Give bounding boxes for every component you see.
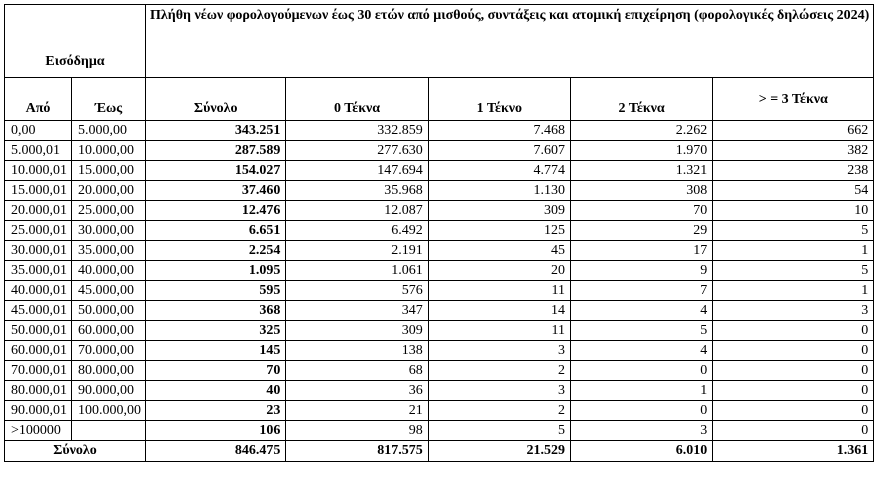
income-to: 45.000,00 xyxy=(72,281,146,301)
income-from: 15.000,01 xyxy=(5,181,72,201)
income-to: 30.000,00 xyxy=(72,221,146,241)
income-to: 80.000,00 xyxy=(72,361,146,381)
totals-row xyxy=(5,441,874,462)
count-1-child: 14 xyxy=(428,301,570,321)
income-from: 20.000,01 xyxy=(5,201,72,221)
income-from: >100000 xyxy=(5,421,72,441)
income-to: 100.000,00 xyxy=(72,401,146,421)
income-from: 50.000,01 xyxy=(5,321,72,341)
count-3plus-children: 0 xyxy=(713,381,874,401)
income-to: 20.000,00 xyxy=(72,181,146,201)
count-3plus-children: 0 xyxy=(713,401,874,421)
income-to: 35.000,00 xyxy=(72,241,146,261)
count-3plus-children: 5 xyxy=(713,221,874,241)
count-3plus-children: 382 xyxy=(713,141,874,161)
count-0-children: 138 xyxy=(286,341,428,361)
count-1-child: 5 xyxy=(428,421,570,441)
table-row xyxy=(5,141,874,161)
count-2-children: 70 xyxy=(570,201,712,221)
row-total: 2.254 xyxy=(146,241,286,261)
income-to: 90.000,00 xyxy=(72,381,146,401)
income-table-container xyxy=(4,4,874,462)
table-row xyxy=(5,241,874,261)
row-total: 154.027 xyxy=(146,161,286,181)
count-2-children: 1.321 xyxy=(570,161,712,181)
row-total: 343.251 xyxy=(146,121,286,141)
count-1-child: 45 xyxy=(428,241,570,261)
table-title: Πλήθη νέων φορολογούμενων έως 30 ετών από μισθούς, συντάξεις και ατομική επιχείρηση (φορολογικές δηλώσεις 2024) xyxy=(146,5,874,78)
row-total: 595 xyxy=(146,281,286,301)
count-2-children: 0 xyxy=(570,361,712,381)
totals-0-children: 817.575 xyxy=(286,441,428,462)
table-row xyxy=(5,161,874,181)
count-0-children: 12.087 xyxy=(286,201,428,221)
count-3plus-children: 10 xyxy=(713,201,874,221)
count-0-children: 68 xyxy=(286,361,428,381)
count-3plus-children: 0 xyxy=(713,321,874,341)
totals-total: 846.475 xyxy=(146,441,286,462)
income-to: 25.000,00 xyxy=(72,201,146,221)
row-total: 287.589 xyxy=(146,141,286,161)
count-1-child: 2 xyxy=(428,361,570,381)
income-to: 60.000,00 xyxy=(72,321,146,341)
count-0-children: 277.630 xyxy=(286,141,428,161)
row-total: 145 xyxy=(146,341,286,361)
count-0-children: 35.968 xyxy=(286,181,428,201)
column-header-1-child: 1 Τέκνο xyxy=(428,78,570,121)
row-total: 368 xyxy=(146,301,286,321)
count-2-children: 5 xyxy=(570,321,712,341)
row-total: 6.651 xyxy=(146,221,286,241)
count-3plus-children: 1 xyxy=(713,241,874,261)
count-1-child: 20 xyxy=(428,261,570,281)
table-row xyxy=(5,421,874,441)
count-3plus-children: 1 xyxy=(713,281,874,301)
column-header-2-children: 2 Τέκνα xyxy=(570,78,712,121)
income-from: 90.000,01 xyxy=(5,401,72,421)
count-1-child: 3 xyxy=(428,381,570,401)
count-3plus-children: 0 xyxy=(713,361,874,381)
table-row xyxy=(5,121,874,141)
table-row xyxy=(5,301,874,321)
table-row xyxy=(5,361,874,381)
column-header-3plus-children: > = 3 Τέκνα xyxy=(713,78,874,121)
column-header-total: Σύνολο xyxy=(146,78,286,121)
table-row xyxy=(5,341,874,361)
count-0-children: 6.492 xyxy=(286,221,428,241)
table-row xyxy=(5,181,874,201)
header-row-2 xyxy=(5,78,874,121)
table-row xyxy=(5,221,874,241)
column-header-to: Έως xyxy=(72,78,146,121)
income-from: 45.000,01 xyxy=(5,301,72,321)
table-body xyxy=(5,121,874,441)
count-2-children: 308 xyxy=(570,181,712,201)
table-row xyxy=(5,201,874,221)
income-from: 0,00 xyxy=(5,121,72,141)
income-to xyxy=(72,421,146,441)
income-from: 25.000,01 xyxy=(5,221,72,241)
count-2-children: 4 xyxy=(570,341,712,361)
income-header: Εισόδημα xyxy=(5,5,146,78)
table-row xyxy=(5,261,874,281)
count-2-children: 2.262 xyxy=(570,121,712,141)
table-row xyxy=(5,321,874,341)
count-0-children: 36 xyxy=(286,381,428,401)
count-2-children: 4 xyxy=(570,301,712,321)
count-0-children: 332.859 xyxy=(286,121,428,141)
income-from: 10.000,01 xyxy=(5,161,72,181)
row-total: 12.476 xyxy=(146,201,286,221)
count-1-child: 11 xyxy=(428,281,570,301)
count-0-children: 98 xyxy=(286,421,428,441)
income-from: 60.000,01 xyxy=(5,341,72,361)
count-2-children: 9 xyxy=(570,261,712,281)
income-table xyxy=(4,4,874,462)
income-from: 80.000,01 xyxy=(5,381,72,401)
count-1-child: 309 xyxy=(428,201,570,221)
count-1-child: 11 xyxy=(428,321,570,341)
count-1-child: 125 xyxy=(428,221,570,241)
row-total: 106 xyxy=(146,421,286,441)
count-2-children: 1 xyxy=(570,381,712,401)
income-from: 40.000,01 xyxy=(5,281,72,301)
column-header-0-children: 0 Τέκνα xyxy=(286,78,428,121)
count-3plus-children: 0 xyxy=(713,341,874,361)
count-2-children: 29 xyxy=(570,221,712,241)
header-row-1 xyxy=(5,5,874,78)
count-0-children: 1.061 xyxy=(286,261,428,281)
income-to: 50.000,00 xyxy=(72,301,146,321)
income-to: 10.000,00 xyxy=(72,141,146,161)
count-2-children: 17 xyxy=(570,241,712,261)
count-0-children: 309 xyxy=(286,321,428,341)
count-1-child: 7.468 xyxy=(428,121,570,141)
table-row xyxy=(5,281,874,301)
income-to: 70.000,00 xyxy=(72,341,146,361)
count-1-child: 1.130 xyxy=(428,181,570,201)
totals-2-children: 6.010 xyxy=(570,441,712,462)
income-from: 30.000,01 xyxy=(5,241,72,261)
count-3plus-children: 5 xyxy=(713,261,874,281)
row-total: 23 xyxy=(146,401,286,421)
count-0-children: 147.694 xyxy=(286,161,428,181)
count-3plus-children: 54 xyxy=(713,181,874,201)
income-from: 5.000,01 xyxy=(5,141,72,161)
income-from: 70.000,01 xyxy=(5,361,72,381)
count-2-children: 7 xyxy=(570,281,712,301)
count-1-child: 2 xyxy=(428,401,570,421)
count-0-children: 2.191 xyxy=(286,241,428,261)
count-1-child: 4.774 xyxy=(428,161,570,181)
count-0-children: 576 xyxy=(286,281,428,301)
income-to: 40.000,00 xyxy=(72,261,146,281)
count-3plus-children: 3 xyxy=(713,301,874,321)
table-row xyxy=(5,381,874,401)
table-row xyxy=(5,401,874,421)
totals-1-child: 21.529 xyxy=(428,441,570,462)
row-total: 325 xyxy=(146,321,286,341)
count-3plus-children: 662 xyxy=(713,121,874,141)
count-1-child: 3 xyxy=(428,341,570,361)
row-total: 1.095 xyxy=(146,261,286,281)
totals-3plus-children: 1.361 xyxy=(713,441,874,462)
count-0-children: 21 xyxy=(286,401,428,421)
count-2-children: 3 xyxy=(570,421,712,441)
income-from: 35.000,01 xyxy=(5,261,72,281)
column-header-from: Από xyxy=(5,78,72,121)
count-2-children: 0 xyxy=(570,401,712,421)
count-3plus-children: 238 xyxy=(713,161,874,181)
row-total: 70 xyxy=(146,361,286,381)
totals-label: Σύνολο xyxy=(5,441,146,462)
income-to: 15.000,00 xyxy=(72,161,146,181)
row-total: 40 xyxy=(146,381,286,401)
count-0-children: 347 xyxy=(286,301,428,321)
count-3plus-children: 0 xyxy=(713,421,874,441)
income-to: 5.000,00 xyxy=(72,121,146,141)
row-total: 37.460 xyxy=(146,181,286,201)
count-1-child: 7.607 xyxy=(428,141,570,161)
count-2-children: 1.970 xyxy=(570,141,712,161)
